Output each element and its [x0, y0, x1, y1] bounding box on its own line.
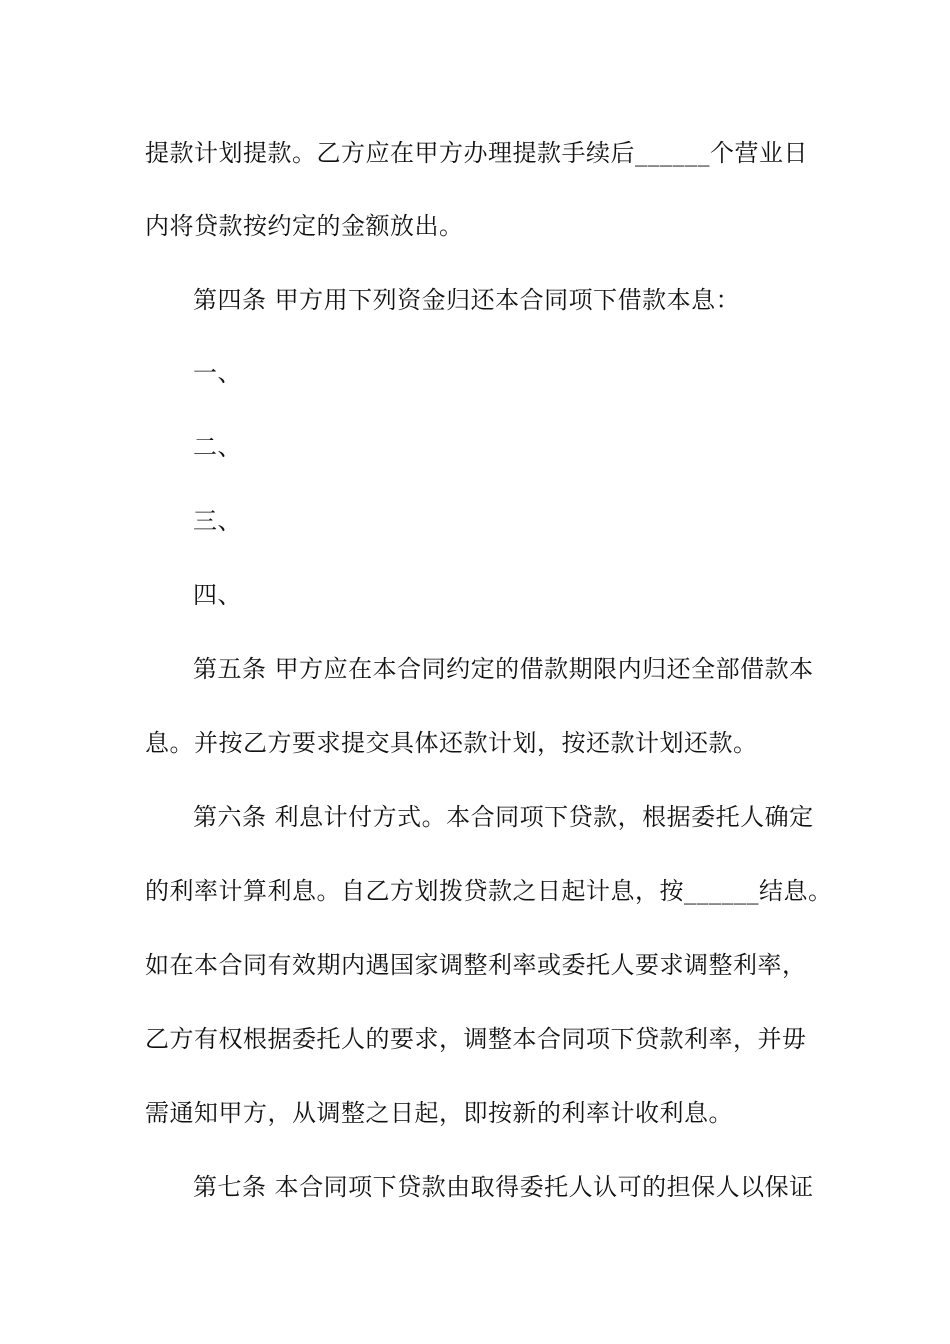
text-line: 如在本合同有效期内遇国家调整利率或委托人要求调整利率，: [145, 951, 807, 979]
text-line: 需通知甲方，从调整之日起，即按新的利率计收利息。: [145, 1099, 733, 1127]
list-item-3: 三、: [193, 507, 242, 535]
text-line: 乙方有权根据委托人的要求，调整本合同项下贷款利率，并毋: [145, 1025, 807, 1053]
text-line: 内将贷款按约定的金额放出。: [145, 212, 464, 240]
article-6-heading: 第六条 利息计付方式。本合同项下贷款，根据委托人确定: [193, 803, 814, 831]
text-line: 的利率计算利息。自乙方划拨贷款之日起计息，按______结息。: [145, 877, 833, 905]
article-7-heading: 第七条 本合同项下贷款由取得委托人认可的担保人以保证: [193, 1173, 814, 1201]
text-line: 息。并按乙方要求提交具体还款计划，按还款计划还款。: [145, 729, 758, 757]
list-item-1: 一、: [193, 359, 242, 387]
text-line: 提款计划提款。乙方应在甲方办理提款手续后______个营业日: [145, 139, 808, 167]
article-4-heading: 第四条 甲方用下列资金归还本合同项下借款本息：: [193, 286, 741, 314]
list-item-2: 二、: [193, 433, 242, 461]
article-5-heading: 第五条 甲方应在本合同约定的借款期限内归还全部借款本: [193, 655, 814, 683]
list-item-4: 四、: [193, 581, 242, 609]
